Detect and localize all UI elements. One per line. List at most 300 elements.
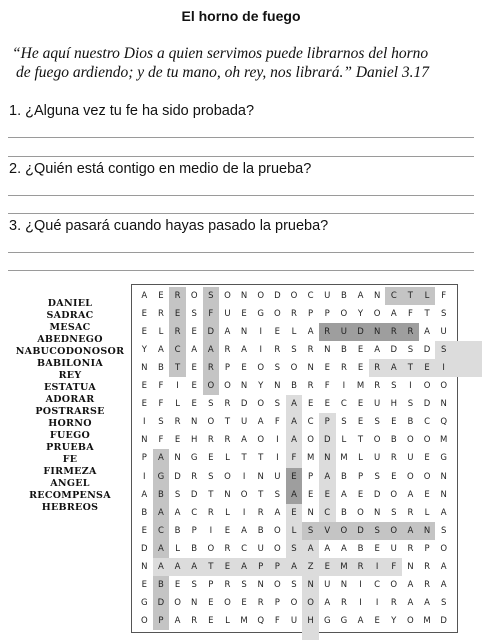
grid-letter[interactable]: O [207,543,215,554]
grid-letter[interactable]: D [423,345,431,356]
grid-letter[interactable]: G [340,615,348,626]
grid-letter[interactable]: R [324,327,331,338]
grid-letter[interactable]: U [274,471,281,482]
grid-letter[interactable]: O [224,381,231,392]
grid-letter[interactable]: E [241,597,247,608]
grid-letter[interactable]: N [224,489,231,500]
grid-letter[interactable]: O [407,435,414,446]
grid-letter[interactable]: P [224,363,231,374]
grid-letter[interactable]: E [374,543,380,554]
grid-letter[interactable]: L [225,507,230,518]
grid-letter[interactable]: Q [257,615,265,626]
grid-letter[interactable]: B [407,417,414,428]
grid-letter[interactable]: A [407,597,414,608]
grid-letter[interactable]: A [224,327,231,338]
grid-letter[interactable]: N [307,507,314,518]
grid-letter[interactable]: S [391,507,397,518]
answer-line[interactable] [8,213,474,214]
grid-letter[interactable]: R [407,327,414,338]
grid-letter[interactable]: A [307,543,314,554]
grid-letter[interactable]: A [390,363,397,374]
grid-letter[interactable]: P [208,579,214,590]
grid-letter[interactable]: P [141,453,147,464]
grid-letter[interactable]: B [141,507,148,518]
grid-letter[interactable]: S [407,345,414,356]
grid-letter[interactable]: E [174,309,181,320]
grid-letter[interactable]: U [374,453,381,464]
grid-letter[interactable]: F [291,453,297,464]
grid-letter[interactable]: E [357,399,364,410]
grid-letter[interactable]: N [174,453,181,464]
grid-letter[interactable]: B [158,363,164,374]
grid-letter[interactable]: F [391,561,397,572]
grid-letter[interactable]: I [276,435,279,446]
grid-letter[interactable]: D [323,435,331,446]
grid-letter[interactable]: A [291,435,297,446]
grid-letter[interactable]: I [375,597,379,608]
grid-letter[interactable]: O [290,291,298,301]
grid-letter[interactable]: B [340,345,347,356]
grid-letter[interactable]: I [409,381,412,392]
grid-letter[interactable]: F [441,291,447,301]
grid-letter[interactable]: R [307,345,314,356]
grid-letter[interactable]: D [207,327,215,338]
grid-letter[interactable]: N [274,381,281,392]
grid-letter[interactable]: D [190,489,198,500]
grid-letter[interactable]: E [391,471,397,482]
grid-letter[interactable]: R [207,435,214,446]
grid-letter[interactable]: S [440,309,447,320]
grid-letter[interactable]: I [143,417,146,428]
grid-letter[interactable]: O [290,363,298,374]
grid-letter[interactable]: S [341,417,347,428]
grid-letter[interactable]: R [307,381,314,392]
grid-letter[interactable]: O [423,381,431,392]
grid-letter[interactable]: F [158,381,164,392]
grid-letter[interactable]: N [407,561,414,572]
grid-letter[interactable]: B [340,471,347,482]
grid-letter[interactable]: N [240,381,248,392]
grid-letter[interactable]: T [174,363,181,374]
grid-letter[interactable]: A [340,489,347,500]
grid-letter[interactable]: S [291,543,297,554]
grid-letter[interactable]: A [274,507,281,518]
grid-letter[interactable]: I [143,471,146,482]
grid-letter[interactable]: A [307,327,314,338]
grid-letter[interactable]: B [158,579,164,590]
grid-letter[interactable]: N [324,345,331,356]
grid-letter[interactable]: E [324,489,330,500]
grid-letter[interactable]: N [440,471,447,482]
grid-letter[interactable]: E [158,291,164,301]
grid-letter[interactable]: R [207,363,214,374]
grid-letter[interactable]: R [407,507,414,518]
grid-letter[interactable]: S [374,471,380,482]
grid-letter[interactable]: A [174,615,181,626]
grid-letter[interactable]: R [390,597,397,608]
grid-letter[interactable]: A [207,345,214,356]
grid-letter[interactable]: R [340,597,347,608]
grid-letter[interactable]: P [274,561,280,572]
grid-letter[interactable]: L [291,525,297,536]
grid-letter[interactable]: A [424,597,430,608]
grid-letter[interactable]: R [407,543,414,554]
grid-letter[interactable]: S [440,597,447,608]
grid-letter[interactable]: F [158,435,164,446]
grid-letter[interactable]: R [424,561,430,572]
grid-letter[interactable]: R [390,453,397,464]
grid-letter[interactable]: O [274,579,281,590]
grid-letter[interactable]: L [175,399,180,410]
grid-letter[interactable]: M [423,615,431,626]
grid-letter[interactable]: O [307,597,314,608]
grid-letter[interactable]: S [307,525,314,536]
grid-letter[interactable]: S [208,399,214,410]
grid-letter[interactable]: E [374,615,380,626]
grid-letter[interactable]: M [340,453,348,464]
grid-letter[interactable]: R [291,309,297,320]
grid-letter[interactable]: Y [141,345,147,356]
grid-letter[interactable]: T [208,489,214,500]
grid-letter[interactable]: A [357,291,364,301]
grid-letter[interactable]: R [424,579,430,590]
grid-letter[interactable]: E [274,327,281,338]
grid-letter[interactable]: P [357,471,364,482]
grid-letter[interactable]: O [407,471,414,482]
grid-letter[interactable]: E [141,381,147,392]
grid-letter[interactable]: M [240,615,248,626]
grid-letter[interactable]: H [390,399,397,410]
grid-letter[interactable]: I [259,345,262,356]
grid-letter[interactable]: L [158,327,164,338]
grid-letter[interactable]: I [176,381,179,392]
grid-letter[interactable]: L [175,543,180,554]
grid-letter[interactable]: S [291,579,297,590]
grid-letter[interactable]: R [174,291,181,301]
grid-letter[interactable]: B [158,489,164,500]
grid-letter[interactable]: L [424,507,430,518]
grid-letter[interactable]: N [257,579,264,590]
grid-letter[interactable]: O [390,525,398,536]
grid-letter[interactable]: I [259,327,262,338]
grid-letter[interactable]: B [340,507,347,518]
grid-letter[interactable]: R [390,327,397,338]
grid-letter[interactable]: E [424,453,430,464]
grid-letter[interactable]: A [407,525,414,536]
grid-letter[interactable]: M [340,561,348,572]
grid-letter[interactable]: O [274,543,281,554]
grid-letter[interactable]: B [191,543,198,554]
grid-letter[interactable]: B [390,435,397,446]
grid-letter[interactable]: T [258,453,264,464]
grid-letter[interactable]: Y [357,309,364,320]
grid-letter[interactable]: Y [258,381,264,392]
answer-line[interactable] [8,195,474,196]
grid-letter[interactable]: E [291,507,297,518]
grid-letter[interactable]: E [174,435,181,446]
grid-letter[interactable]: A [340,543,347,554]
grid-letter[interactable]: P [324,417,330,428]
grid-letter[interactable]: O [373,309,381,320]
grid-letter[interactable]: F [158,399,164,410]
grid-letter[interactable]: L [225,453,230,464]
grid-letter[interactable]: E [357,363,364,374]
grid-letter[interactable]: U [440,327,447,338]
grid-letter[interactable]: D [141,543,148,554]
grid-letter[interactable]: B [174,525,181,536]
grid-letter[interactable]: D [157,597,165,608]
grid-letter[interactable]: E [307,399,314,410]
grid-letter[interactable]: G [141,597,148,608]
grid-letter[interactable]: U [390,543,397,554]
grid-letter[interactable]: A [440,507,447,518]
grid-letter[interactable]: E [174,579,181,590]
grid-letter[interactable]: M [306,453,315,464]
grid-letter[interactable]: N [340,579,348,590]
grid-letter[interactable]: S [274,363,281,374]
grid-letter[interactable]: R [174,417,181,428]
grid-letter[interactable]: A [158,543,164,554]
answer-line[interactable] [8,270,474,271]
grid-letter[interactable]: R [224,345,231,356]
grid-letter[interactable]: I [276,453,279,464]
grid-letter[interactable]: U [257,543,264,554]
grid-letter[interactable]: F [274,417,280,428]
grid-letter[interactable]: E [241,363,247,374]
grid-letter[interactable]: C [374,579,381,590]
grid-letter[interactable]: N [141,435,148,446]
grid-letter[interactable]: E [324,399,330,410]
grid-letter[interactable]: I [342,381,346,392]
grid-letter[interactable]: P [324,309,330,320]
grid-letter[interactable]: N [440,399,447,410]
grid-letter[interactable]: A [324,543,331,554]
grid-letter[interactable]: S [391,381,397,392]
grid-letter[interactable]: E [291,471,297,482]
grid-letter[interactable]: U [224,309,231,320]
grid-letter[interactable]: D [240,399,248,410]
grid-letter[interactable]: D [357,525,364,536]
grid-letter[interactable]: E [141,309,147,320]
grid-letter[interactable]: R [224,435,231,446]
grid-letter[interactable]: F [324,381,330,392]
grid-letter[interactable]: S [174,489,181,500]
grid-letter[interactable]: E [391,417,397,428]
grid-letter[interactable]: Q [440,417,448,428]
grid-letter[interactable]: S [158,417,164,428]
grid-letter[interactable]: C [424,417,431,428]
grid-letter[interactable]: D [390,345,398,356]
grid-letter[interactable]: O [390,579,398,590]
grid-letter[interactable]: A [324,471,331,482]
grid-letter[interactable]: I [359,597,362,608]
grid-letter[interactable]: R [157,309,164,320]
grid-letter[interactable]: G [257,309,265,320]
grid-letter[interactable]: S [191,309,197,320]
grid-letter[interactable]: D [423,399,431,410]
grid-letter[interactable]: U [290,615,298,626]
grid-letter[interactable]: L [424,291,430,301]
grid-letter[interactable]: O [307,435,314,446]
grid-letter[interactable]: E [141,327,147,338]
grid-letter[interactable]: E [424,489,430,500]
grid-letter[interactable]: A [158,345,164,356]
grid-letter[interactable]: A [374,345,381,356]
grid-letter[interactable]: U [407,453,414,464]
grid-letter[interactable]: P [274,597,280,608]
grid-letter[interactable]: C [241,543,248,554]
grid-letter[interactable]: S [407,399,414,410]
grid-letter[interactable]: N [307,579,314,590]
grid-letter[interactable]: O [257,363,265,374]
grid-letter[interactable]: D [357,327,364,338]
grid-letter[interactable]: B [257,525,264,536]
grid-letter[interactable]: A [424,327,430,338]
grid-letter[interactable]: E [357,417,364,428]
grid-letter[interactable]: R [340,363,347,374]
grid-letter[interactable]: U [240,417,248,428]
grid-letter[interactable]: C [157,525,164,536]
grid-letter[interactable]: T [407,291,413,301]
grid-letter[interactable]: A [241,345,247,356]
grid-letter[interactable]: I [242,471,246,482]
grid-letter[interactable]: O [207,381,215,392]
grid-letter[interactable]: A [291,561,297,572]
grid-letter[interactable]: E [241,309,247,320]
grid-letter[interactable]: R [191,471,198,482]
grid-letter[interactable]: N [191,417,198,428]
grid-letter[interactable]: T [424,309,430,320]
grid-letter[interactable]: A [174,561,181,572]
grid-letter[interactable]: S [274,399,281,410]
grid-letter[interactable]: E [224,525,231,536]
grid-letter[interactable]: B [357,543,364,554]
grid-letter[interactable]: A [174,507,181,518]
grid-letter[interactable]: B [340,291,347,301]
grid-letter[interactable]: N [141,561,148,572]
grid-letter[interactable]: C [324,507,331,518]
grid-letter[interactable]: O [423,435,431,446]
grid-letter[interactable]: S [440,525,447,536]
grid-letter[interactable]: A [241,435,247,446]
grid-letter[interactable]: O [440,381,448,392]
grid-letter[interactable]: H [307,615,314,626]
answer-line[interactable] [8,137,474,138]
grid-letter[interactable]: T [357,435,364,446]
grid-letter[interactable]: O [224,471,231,482]
grid-letter[interactable]: T [258,489,264,500]
grid-letter[interactable]: N [423,525,431,536]
grid-letter[interactable]: C [191,507,198,518]
grid-letter[interactable]: O [190,291,198,301]
grid-letter[interactable]: D [373,489,381,500]
grid-letter[interactable]: M [440,435,448,446]
grid-letter[interactable]: F [208,309,214,320]
grid-letter[interactable]: N [373,291,381,301]
grid-letter[interactable]: O [407,615,414,626]
grid-letter[interactable]: O [373,435,381,446]
grid-letter[interactable]: Z [307,561,314,572]
grid-letter[interactable]: V [324,525,331,536]
grid-letter[interactable]: T [407,363,413,374]
grid-letter[interactable]: E [191,381,197,392]
grid-letter[interactable]: P [308,471,314,482]
grid-letter[interactable]: I [209,525,213,536]
grid-letter[interactable]: P [158,615,164,626]
grid-letter[interactable]: Y [391,615,397,626]
grid-letter[interactable]: R [224,543,231,554]
grid-letter[interactable]: A [291,489,297,500]
grid-letter[interactable]: R [274,345,281,356]
grid-letter[interactable]: I [442,363,445,374]
grid-letter[interactable]: O [340,309,348,320]
grid-letter[interactable]: T [208,561,214,572]
grid-letter[interactable]: A [191,561,198,572]
grid-letter[interactable]: L [291,327,297,338]
grid-letter[interactable]: S [274,489,281,500]
grid-letter[interactable]: U [324,579,331,590]
grid-letter[interactable]: E [324,561,330,572]
grid-letter[interactable]: O [240,489,248,500]
grid-letter[interactable]: N [240,291,248,301]
grid-letter[interactable]: N [141,363,148,374]
grid-letter[interactable]: D [274,291,281,301]
grid-letter[interactable]: A [158,561,164,572]
grid-letter[interactable]: O [174,597,181,608]
answer-line[interactable] [8,156,474,157]
grid-letter[interactable]: U [374,399,381,410]
grid-letter[interactable]: N [257,471,264,482]
grid-letter[interactable]: N [373,327,381,338]
grid-letter[interactable]: R [257,507,264,518]
grid-letter[interactable]: E [191,363,197,374]
grid-letter[interactable]: A [158,453,164,464]
grid-letter[interactable]: N [240,327,248,338]
grid-letter[interactable]: A [241,561,247,572]
answer-line[interactable] [8,252,474,253]
grid-letter[interactable]: D [174,471,181,482]
grid-letter[interactable]: E [141,579,147,590]
grid-letter[interactable]: C [307,291,314,301]
grid-letter[interactable]: O [423,471,431,482]
grid-letter[interactable]: M [356,381,365,392]
grid-letter[interactable]: N [373,507,381,518]
grid-letter[interactable]: P [191,525,197,536]
grid-letter[interactable]: C [340,399,347,410]
grid-letter[interactable]: I [375,561,379,572]
grid-letter[interactable]: E [224,561,231,572]
grid-letter[interactable]: A [257,417,264,428]
grid-letter[interactable]: B [291,381,297,392]
grid-letter[interactable]: A [407,489,414,500]
grid-letter[interactable]: R [191,615,198,626]
grid-letter[interactable]: A [141,291,148,301]
grid-letter[interactable]: E [357,345,364,356]
grid-letter[interactable]: R [174,327,181,338]
grid-letter[interactable]: A [141,489,148,500]
grid-letter[interactable]: C [390,291,397,301]
grid-letter[interactable]: S [191,579,197,590]
grid-letter[interactable]: E [191,399,197,410]
grid-letter[interactable]: R [374,363,381,374]
grid-letter[interactable]: P [308,309,314,320]
grid-letter[interactable]: T [224,417,231,428]
grid-letter[interactable]: O [357,507,364,518]
grid-letter[interactable]: I [359,579,362,590]
grid-letter[interactable]: N [307,363,314,374]
grid-letter[interactable]: S [291,345,297,356]
grid-letter[interactable]: O [140,615,148,626]
